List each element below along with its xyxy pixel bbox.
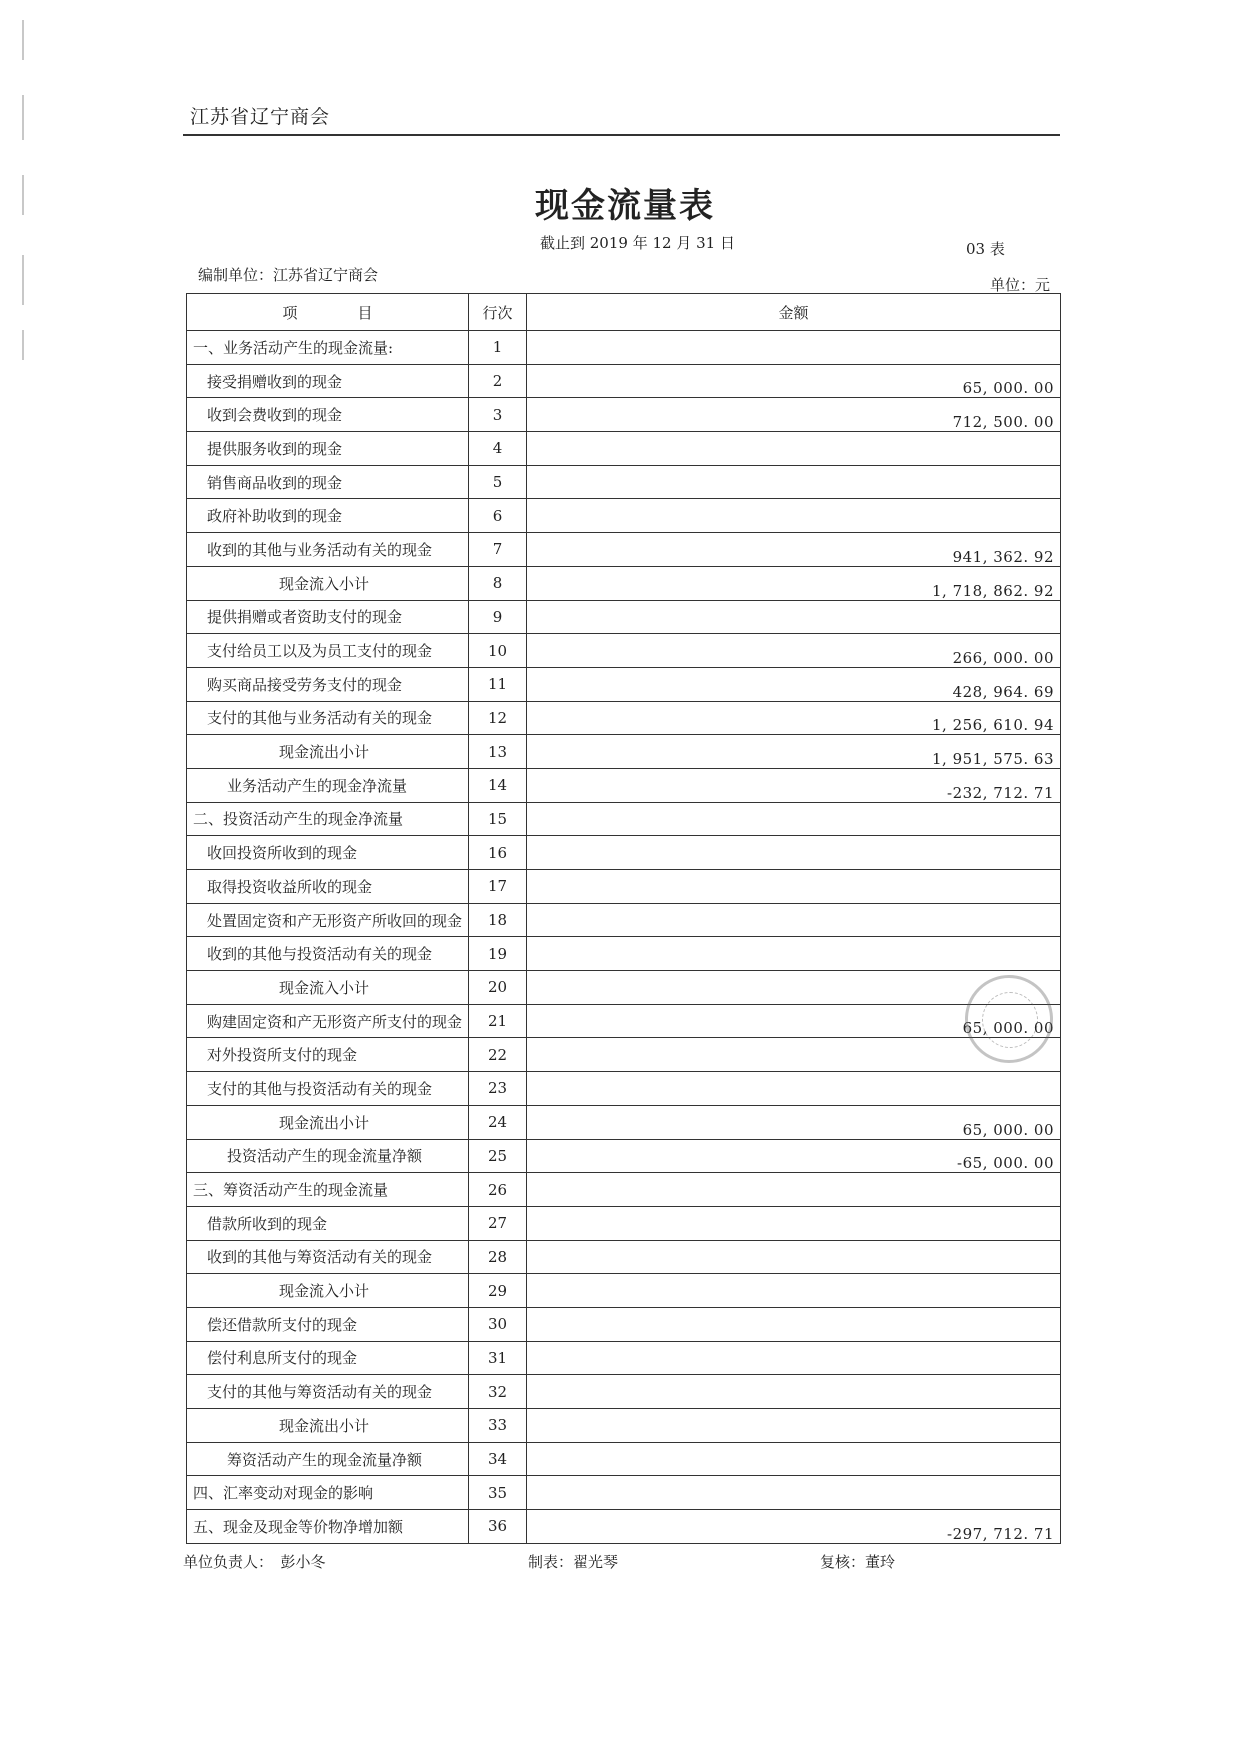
row-item-label: 支付的其他与投资活动有关的现金: [187, 1072, 469, 1106]
row-line-number: 36: [469, 1510, 527, 1544]
row-line-number: 16: [469, 836, 527, 870]
row-amount: [527, 499, 1061, 533]
footer-responsible: 单位负责人： 彭小冬: [183, 1553, 326, 1571]
row-line-number: 27: [469, 1206, 527, 1240]
row-amount: [527, 465, 1061, 499]
scan-edge-mark: [22, 20, 24, 60]
row-amount: 65, 000. 00: [527, 1004, 1061, 1038]
table-row: [187, 768, 1061, 802]
table-row: [187, 937, 1061, 971]
currency-unit: 单位：元: [990, 276, 1051, 294]
row-line-number: 24: [469, 1105, 527, 1139]
table-row: [187, 533, 1061, 567]
row-line-number: 11: [469, 667, 527, 701]
scan-edge-mark: [22, 255, 24, 305]
row-amount: 712, 500. 00: [527, 398, 1061, 432]
footer-reviewed-by: 复核：董玲: [820, 1553, 896, 1571]
row-amount: -65, 000. 00: [527, 1139, 1061, 1173]
row-line-number: 4: [469, 432, 527, 466]
row-amount: 1, 718, 862. 92: [527, 566, 1061, 600]
compiling-unit: 编制单位：江苏省辽宁商会: [198, 266, 379, 284]
row-item-label: 购建固定资和产无形资产所支付的现金: [187, 1004, 469, 1038]
table-row: [187, 364, 1061, 398]
row-amount: [527, 1206, 1061, 1240]
table-row: [187, 701, 1061, 735]
row-item-label: 投资活动产生的现金流量净额: [187, 1139, 469, 1173]
row-line-number: 31: [469, 1341, 527, 1375]
row-item-label: 销售商品收到的现金: [187, 465, 469, 499]
row-line-number: 20: [469, 971, 527, 1005]
row-amount: [527, 1442, 1061, 1476]
table-row: [187, 432, 1061, 466]
row-item-label: 筹资活动产生的现金流量净额: [187, 1442, 469, 1476]
table-row: [187, 398, 1061, 432]
row-line-number: 35: [469, 1476, 527, 1510]
row-item-label: 提供服务收到的现金: [187, 432, 469, 466]
table-row: [187, 1274, 1061, 1308]
header-rule: [183, 134, 1060, 136]
row-line-number: 34: [469, 1442, 527, 1476]
row-item-label: 支付的其他与筹资活动有关的现金: [187, 1375, 469, 1409]
table-row: [187, 870, 1061, 904]
table-row: [187, 1072, 1061, 1106]
row-line-number: 19: [469, 937, 527, 971]
row-amount: [527, 1341, 1061, 1375]
scan-edge-mark: [22, 95, 24, 140]
table-row: [187, 735, 1061, 769]
row-line-number: 8: [469, 566, 527, 600]
row-line-number: 3: [469, 398, 527, 432]
row-amount: [527, 1476, 1061, 1510]
cash-flow-table: [186, 293, 1061, 1544]
row-line-number: 14: [469, 768, 527, 802]
table-row: [187, 634, 1061, 668]
row-amount: [527, 1307, 1061, 1341]
org-header: 江苏省辽宁商会: [190, 106, 331, 128]
row-line-number: 25: [469, 1139, 527, 1173]
row-amount: [527, 600, 1061, 634]
table-header-row: [187, 294, 1061, 331]
table-row: [187, 1173, 1061, 1207]
table-row: [187, 1139, 1061, 1173]
row-item-label: 支付的其他与业务活动有关的现金: [187, 701, 469, 735]
table-row: [187, 903, 1061, 937]
table-row: [187, 1442, 1061, 1476]
row-amount: 65, 000. 00: [527, 1105, 1061, 1139]
official-seal-inner-ring: [982, 992, 1038, 1048]
column-header-item: 项 目: [187, 294, 469, 331]
row-amount: -297, 712. 71: [527, 1510, 1061, 1544]
row-amount: [527, 1409, 1061, 1443]
row-line-number: 6: [469, 499, 527, 533]
row-item-label: 政府补助收到的现金: [187, 499, 469, 533]
row-amount: [527, 1173, 1061, 1207]
row-amount: 1, 256, 610. 94: [527, 701, 1061, 735]
row-item-label: 借款所收到的现金: [187, 1206, 469, 1240]
row-item-label: 收到的其他与业务活动有关的现金: [187, 533, 469, 567]
row-item-label: 一、业务活动产生的现金流量:: [187, 331, 469, 365]
table-row: [187, 1105, 1061, 1139]
row-line-number: 5: [469, 465, 527, 499]
row-line-number: 18: [469, 903, 527, 937]
row-line-number: 29: [469, 1274, 527, 1308]
table-row: [187, 1341, 1061, 1375]
column-header-line: 行次: [469, 294, 527, 331]
footer-prepared-by: 制表：翟光琴: [528, 1553, 619, 1571]
table-row: [187, 566, 1061, 600]
row-amount: [527, 1072, 1061, 1106]
row-line-number: 32: [469, 1375, 527, 1409]
official-seal: [965, 975, 1053, 1063]
row-amount: [527, 802, 1061, 836]
row-line-number: 15: [469, 802, 527, 836]
row-line-number: 1: [469, 331, 527, 365]
row-amount: [527, 937, 1061, 971]
row-item-label: 现金流出小计: [187, 1409, 469, 1443]
row-item-label: 业务活动产生的现金净流量: [187, 768, 469, 802]
row-line-number: 7: [469, 533, 527, 567]
row-item-label: 现金流入小计: [187, 971, 469, 1005]
row-item-label: 取得投资收益所收的现金: [187, 870, 469, 904]
row-item-label: 支付给员工以及为员工支付的现金: [187, 634, 469, 668]
page-title: 现金流量表: [535, 186, 715, 226]
row-item-label: 提供捐赠或者资助支付的现金: [187, 600, 469, 634]
row-item-label: 二、投资活动产生的现金净流量: [187, 802, 469, 836]
row-amount: [527, 1375, 1061, 1409]
row-item-label: 偿还借款所支付的现金: [187, 1307, 469, 1341]
row-item-label: 收到的其他与筹资活动有关的现金: [187, 1240, 469, 1274]
table-row: [187, 1375, 1061, 1409]
row-item-label: 现金流出小计: [187, 735, 469, 769]
scan-edge-mark: [22, 175, 24, 215]
table-row: [187, 1307, 1061, 1341]
row-amount: 428, 964. 69: [527, 667, 1061, 701]
table-row: [187, 971, 1061, 1005]
row-amount: [527, 331, 1061, 365]
row-line-number: 13: [469, 735, 527, 769]
table-row: [187, 1004, 1061, 1038]
row-line-number: 12: [469, 701, 527, 735]
table-row: [187, 802, 1061, 836]
row-amount: 941, 362. 92: [527, 533, 1061, 567]
row-item-label: 现金流入小计: [187, 1274, 469, 1308]
row-amount: 65, 000. 00: [527, 364, 1061, 398]
row-item-label: 三、筹资活动产生的现金流量: [187, 1173, 469, 1207]
row-line-number: 17: [469, 870, 527, 904]
row-line-number: 9: [469, 600, 527, 634]
row-amount: [527, 432, 1061, 466]
row-item-label: 偿付利息所支付的现金: [187, 1341, 469, 1375]
row-line-number: 33: [469, 1409, 527, 1443]
table-row: [187, 465, 1061, 499]
row-line-number: 10: [469, 634, 527, 668]
table-row: [187, 1476, 1061, 1510]
table-row: [187, 331, 1061, 365]
row-item-label: 现金流入小计: [187, 566, 469, 600]
scan-edge-mark: [22, 330, 24, 360]
row-amount: [527, 836, 1061, 870]
row-line-number: 21: [469, 1004, 527, 1038]
table-row: [187, 1038, 1061, 1072]
row-item-label: 购买商品接受劳务支付的现金: [187, 667, 469, 701]
row-line-number: 2: [469, 364, 527, 398]
table-row: [187, 836, 1061, 870]
row-item-label: 四、汇率变动对现金的影响: [187, 1476, 469, 1510]
table-row: [187, 1206, 1061, 1240]
row-amount: 1, 951, 575. 63: [527, 735, 1061, 769]
column-header-amount: 金额: [527, 294, 1061, 331]
row-line-number: 23: [469, 1072, 527, 1106]
row-item-label: 五、现金及现金等价物净增加额: [187, 1510, 469, 1544]
table-row: [187, 1510, 1061, 1544]
table-row: [187, 1409, 1061, 1443]
row-amount: [527, 1274, 1061, 1308]
row-line-number: 28: [469, 1240, 527, 1274]
row-amount: [527, 1240, 1061, 1274]
row-item-label: 对外投资所支付的现金: [187, 1038, 469, 1072]
row-item-label: 接受捐赠收到的现金: [187, 364, 469, 398]
row-amount: [527, 903, 1061, 937]
table-row: [187, 600, 1061, 634]
row-item-label: 处置固定资和产无形资产所收回的现金: [187, 903, 469, 937]
row-item-label: 收到会费收到的现金: [187, 398, 469, 432]
table-row: [187, 667, 1061, 701]
row-line-number: 26: [469, 1173, 527, 1207]
table-row: [187, 1240, 1061, 1274]
row-amount: -232, 712. 71: [527, 768, 1061, 802]
row-item-label: 现金流出小计: [187, 1105, 469, 1139]
table-row: [187, 499, 1061, 533]
row-line-number: 30: [469, 1307, 527, 1341]
row-item-label: 收到的其他与投资活动有关的现金: [187, 937, 469, 971]
form-number: 03 表: [966, 240, 1005, 258]
row-line-number: 22: [469, 1038, 527, 1072]
row-amount: [527, 870, 1061, 904]
row-amount: 266, 000. 00: [527, 634, 1061, 668]
row-item-label: 收回投资所收到的现金: [187, 836, 469, 870]
report-date: 截止到 2019 年 12 月 31 日: [540, 234, 735, 252]
